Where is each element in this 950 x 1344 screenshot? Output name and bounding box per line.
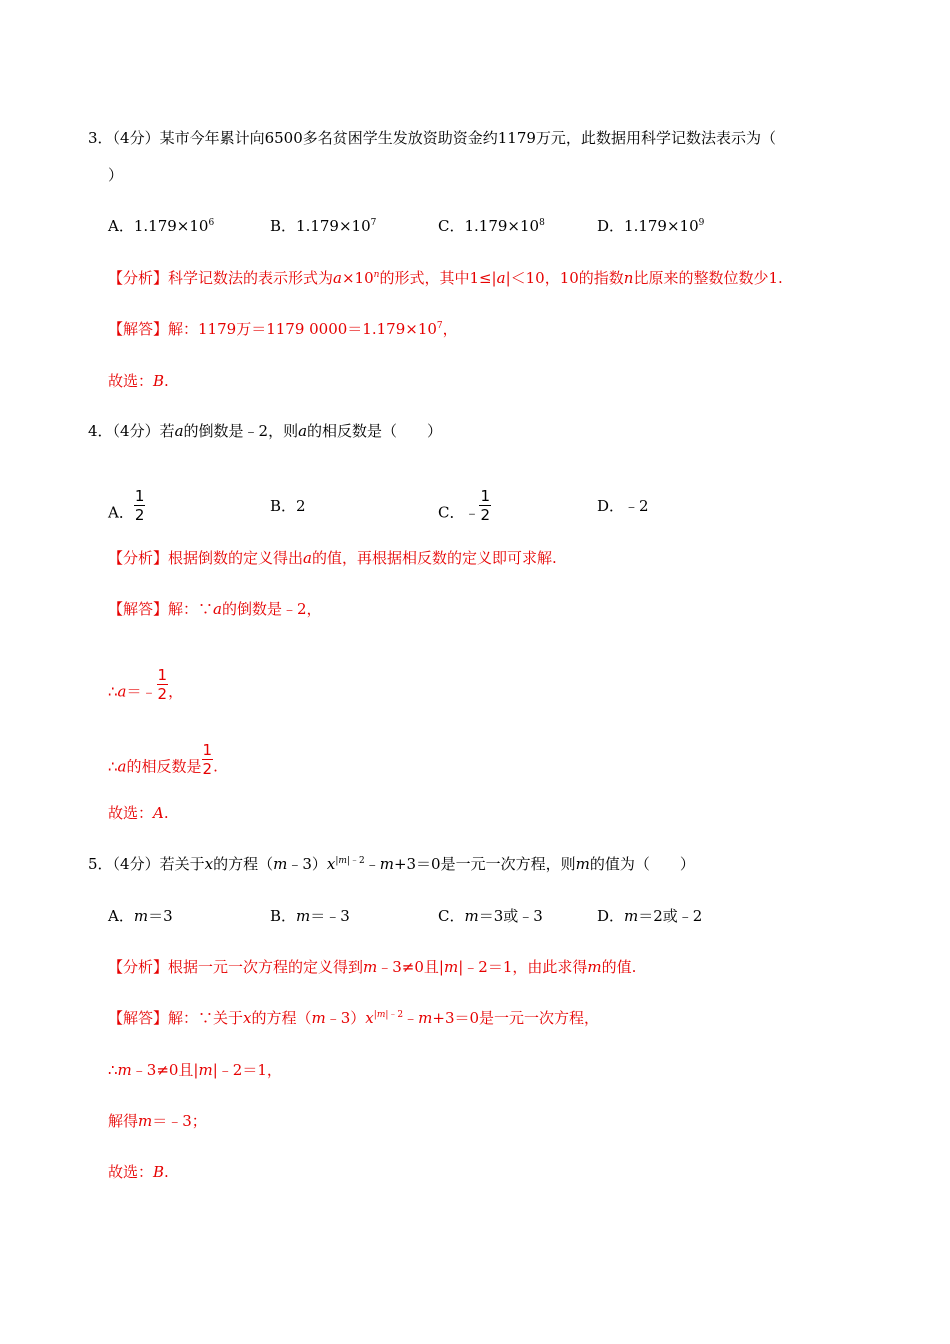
q4-step-1: ∴a＝﹣ $\frac{1}{2}$ ， bbox=[108, 666, 184, 703]
q4-choice: 故选：A. bbox=[108, 804, 169, 822]
q5-analysis: 【分析】根据一元一次方程的定义得到m﹣3≠0且|m|﹣2＝1，由此求得m的值. bbox=[108, 958, 637, 976]
fraction-one-half: $\frac{1}{2}$ bbox=[480, 487, 491, 524]
q5-option-d: D．m＝2或﹣2 bbox=[597, 907, 703, 925]
q4-step-2: ∴a的相反数是 $\frac{1}{2}$ . bbox=[108, 741, 218, 778]
q5-step-2: 解得m＝﹣3； bbox=[108, 1112, 207, 1130]
q3-option-d: D．$1.179\times 10^9$ bbox=[597, 217, 705, 235]
q4-option-d: D．﹣2 bbox=[597, 497, 649, 515]
q5-choice: 故选：B. bbox=[108, 1163, 169, 1181]
q4-option-a: A． $\frac{1}{2}$ bbox=[108, 487, 145, 524]
q5-step-1: ∴m﹣3≠0且|m|﹣2＝1， bbox=[108, 1061, 282, 1079]
fraction-one-half: $\frac{1}{2}$ bbox=[134, 487, 145, 524]
q4-answer: 【解答】解：∵a的倒数是﹣2， bbox=[108, 600, 322, 618]
q3-stem: 3．（4分）某市今年累计向6500多名贫困学生发放资助资金约1179万元，此数据用科学记数法表示为（ bbox=[88, 129, 776, 147]
q5-option-b: B．m＝﹣3 bbox=[270, 907, 350, 925]
q3-stem-tail: ） bbox=[108, 166, 124, 184]
q3-option-a: A．$1.179\times 10^6$ bbox=[108, 217, 215, 235]
q5-answer: 【解答】解：∵关于x的方程$(m﹣3)x^{|m|﹣2}﹣m+3=0$是一元一次方程， bbox=[108, 1009, 600, 1027]
q3-analysis: 【分析】科学记数法的表示形式为$a\times 10^n$的形式，其中1≤|a|＜10，10的指数n比原来的整数位数少1. bbox=[108, 269, 783, 287]
q5-option-c: C．m＝3或﹣3 bbox=[438, 907, 543, 925]
fraction-one-half: $\frac{1}{2}$ bbox=[202, 741, 213, 778]
q4-option-b: B．2 bbox=[270, 497, 306, 515]
q5-option-a: A．m＝3 bbox=[108, 907, 173, 925]
q3-option-b: B．$1.179\times 10^7$ bbox=[270, 217, 377, 235]
q4-option-c: C．﹣ $\frac{1}{2}$ bbox=[438, 487, 491, 524]
q4-stem: 4．（4分）若a的倒数是﹣2，则a的相反数是（ ） bbox=[88, 422, 443, 440]
fraction-one-half: $\frac{1}{2}$ bbox=[157, 666, 168, 703]
q3-choice: 故选：B. bbox=[108, 372, 169, 390]
q5-stem: 5．（4分）若关于x的方程$(m﹣3)x^{|m|﹣2}﹣m+3=0$是一元一次方程，则m的值为（ ） bbox=[88, 855, 695, 873]
q3-answer: 【解答】解：1179万＝1179 $0000=1.179\times 10^7$， bbox=[108, 320, 458, 338]
q4-analysis: 【分析】根据倒数的定义得出a的值，再根据相反数的定义即可求解. bbox=[108, 549, 557, 567]
q3-option-c: C．$1.179\times 10^8$ bbox=[438, 217, 545, 235]
